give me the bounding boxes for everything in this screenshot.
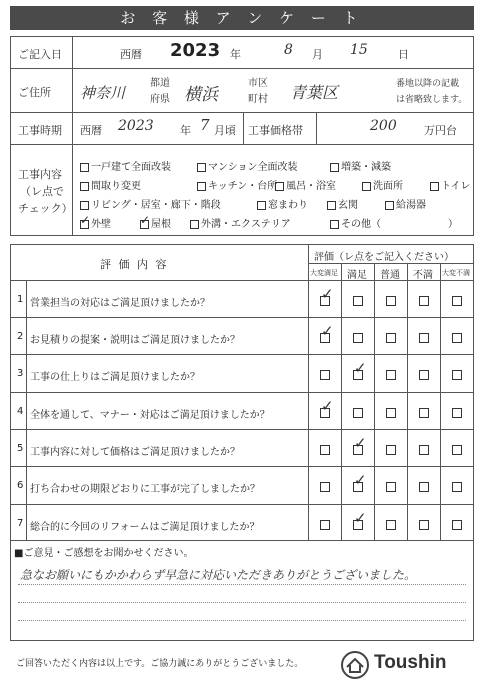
rating-checkbox[interactable] [419, 333, 429, 343]
work-option-label: 増築・減築 [341, 162, 391, 173]
price-unit: 万円台 [424, 124, 457, 137]
work-option-label: 間取り変更 [91, 181, 141, 192]
work-option-label: 外壁 [91, 219, 111, 230]
rating-checkbox[interactable] [386, 520, 396, 530]
work-option-15[interactable] [330, 215, 381, 230]
work-option-label: 洗面所 [373, 181, 403, 192]
prefecture-label-bottom: 府県 [150, 94, 170, 105]
work-option-16[interactable] [448, 215, 458, 230]
work-option-12[interactable] [80, 215, 111, 230]
checkbox-icon[interactable] [80, 163, 89, 172]
address-note-2: は省略致します。 [396, 95, 468, 105]
work-option-label: 風呂・浴室 [286, 181, 336, 192]
rating-checkbox[interactable] [386, 445, 396, 455]
address-label: ご住所 [18, 86, 51, 99]
work-option-label: 屋根 [151, 219, 171, 230]
work-option-2[interactable] [330, 158, 391, 173]
rating-checkbox[interactable] [386, 408, 396, 418]
level-satisfied: 満足 [347, 270, 367, 281]
work-option-label: 窓まわり [268, 200, 308, 211]
rating-checkbox[interactable] [320, 296, 330, 306]
period-year-unit: 年 [180, 124, 191, 137]
rating-checkbox[interactable] [419, 370, 429, 380]
question-number: 1 [17, 294, 24, 305]
work-option-label: その他（ [341, 219, 381, 230]
house-logo-icon [340, 650, 370, 680]
rating-checkbox[interactable] [452, 482, 462, 492]
rating-checkbox[interactable] [353, 370, 363, 380]
question-text: 全体を通して、マナー・対応はご満足頂けましたか？ [30, 410, 270, 421]
price-label: 工事価格帯 [248, 124, 303, 137]
rating-checkbox[interactable] [419, 482, 429, 492]
logo-text: Toushin [374, 652, 447, 673]
date-label: ご記入日 [18, 48, 62, 61]
rating-checkbox[interactable] [452, 296, 462, 306]
work-content-label-1: 工事内容 [18, 168, 62, 181]
checkbox-icon[interactable] [362, 182, 371, 191]
rating-checkbox[interactable] [419, 296, 429, 306]
work-option-0[interactable] [80, 158, 171, 173]
address-note-1: 番地以降の記載 [396, 79, 460, 89]
level-dissatisfied: 不満 [413, 270, 433, 281]
question-number: 4 [17, 406, 24, 417]
checkbox-icon[interactable] [197, 163, 206, 172]
rating-checkbox[interactable] [419, 445, 429, 455]
rating-checkbox[interactable] [320, 482, 330, 492]
footer-text: ご回答いただく内容は以上です。ご協力誠にありがとうございました。 [16, 659, 304, 669]
date-day-unit: 日 [398, 48, 409, 61]
question-text: 営業担当の対応はご満足頂けましたか？ [30, 298, 210, 309]
comments-label: ■ご意見・ご感想をお聞かせください。 [14, 548, 194, 559]
rating-checkbox[interactable] [320, 445, 330, 455]
work-option-label: 玄関 [338, 200, 358, 211]
work-option-7[interactable] [430, 177, 471, 192]
work-content-label-3: チェック） [18, 202, 73, 215]
question-number: 2 [17, 331, 24, 342]
eval-rating-header: 評価（レ点をご記入ください） [314, 252, 454, 263]
period-year-value: 2023 [118, 118, 154, 134]
rating-checkbox[interactable] [452, 445, 462, 455]
checkbox-icon[interactable] [80, 220, 89, 229]
checkbox-icon[interactable] [80, 182, 89, 191]
checkbox-icon[interactable] [330, 163, 339, 172]
level-very-satisfied: 大変満足 [310, 269, 338, 277]
rating-checkbox[interactable] [320, 370, 330, 380]
work-option-label: 給湯器 [396, 200, 426, 211]
comments-text: 急なお願いにもかかわらず早急に対応いただきありがとうございました。 [20, 568, 417, 582]
rating-checkbox[interactable] [353, 296, 363, 306]
eval-content-header: 評 価 内 容 [100, 258, 169, 271]
rating-checkbox[interactable] [386, 333, 396, 343]
level-neutral: 普通 [380, 270, 400, 281]
question-number: 7 [17, 518, 24, 529]
checkbox-icon[interactable] [327, 201, 336, 210]
rating-checkbox[interactable] [452, 370, 462, 380]
rating-checkbox[interactable] [353, 482, 363, 492]
date-era: 西暦 [120, 48, 142, 61]
checkbox-icon[interactable] [330, 220, 339, 229]
rating-checkbox[interactable] [419, 408, 429, 418]
period-label: 工事時期 [18, 124, 62, 137]
rating-checkbox[interactable] [419, 520, 429, 530]
checkbox-icon[interactable] [197, 182, 206, 191]
question-text: 総合的に今回のリフォームはご満足頂けましたか？ [30, 522, 260, 533]
rating-checkbox[interactable] [320, 333, 330, 343]
work-option-13[interactable] [140, 215, 171, 230]
rating-checkbox[interactable] [353, 333, 363, 343]
company-logo [340, 648, 480, 682]
rating-checkbox[interactable] [353, 445, 363, 455]
date-year-unit: 年 [230, 48, 241, 61]
question-text: 工事内容に対して価格はご満足頂けましたか？ [30, 447, 240, 458]
rating-checkbox[interactable] [353, 520, 363, 530]
question-text: お見積りの提案・説明はご満足頂けましたか？ [30, 335, 240, 346]
question-number: 3 [17, 368, 24, 379]
checkbox-icon[interactable] [190, 220, 199, 229]
survey-title: お 客 様 ア ン ケ ー ト [10, 6, 474, 30]
work-option-14[interactable] [190, 215, 291, 230]
question-text: 工事の仕上りはご満足頂けましたか？ [30, 372, 200, 383]
work-option-9[interactable] [257, 196, 308, 211]
work-option-11[interactable] [385, 196, 426, 211]
question-text: 打ち合わせの期限どおりに工事が完了しましたか？ [30, 484, 260, 495]
ward-value: 青葉区 [290, 83, 339, 102]
city-label-bottom: 町村 [248, 94, 268, 105]
prefecture-value: 神奈川 [80, 84, 126, 102]
work-content-label-2: （レ点で [20, 185, 64, 198]
date-month-value: 8 [284, 42, 293, 58]
price-value: 200 [370, 118, 397, 134]
work-option-label: ） [448, 219, 458, 230]
rating-checkbox[interactable] [386, 296, 396, 306]
work-option-4[interactable] [197, 177, 277, 192]
work-option-8[interactable] [80, 196, 221, 211]
period-month-unit: 月頃 [214, 124, 236, 137]
date-year: 2023 [170, 40, 221, 61]
work-option-6[interactable] [362, 177, 403, 192]
checkbox-icon[interactable] [140, 220, 149, 229]
rating-checkbox[interactable] [353, 408, 363, 418]
work-option-10[interactable] [327, 196, 358, 211]
work-option-label: 外溝・エクステリア [201, 219, 291, 230]
period-month-value: 7 [200, 116, 210, 134]
period-era: 西暦 [80, 124, 102, 137]
work-option-3[interactable] [80, 177, 141, 192]
question-number: 6 [17, 480, 24, 491]
rating-checkbox[interactable] [320, 408, 330, 418]
checkbox-icon[interactable] [275, 182, 284, 191]
work-option-5[interactable] [275, 177, 336, 192]
rating-checkbox[interactable] [386, 482, 396, 492]
level-very-dissatisfied: 大変不満 [442, 269, 470, 277]
work-option-label: マンション全面改装 [208, 162, 298, 173]
question-number: 5 [17, 443, 24, 454]
rating-checkbox[interactable] [320, 520, 330, 530]
checkbox-icon[interactable] [430, 182, 439, 191]
rating-checkbox[interactable] [452, 333, 462, 343]
work-option-label: 一戸建て全面改装 [91, 162, 171, 173]
date-day-value: 15 [350, 42, 368, 58]
checkbox-icon[interactable] [385, 201, 394, 210]
rating-checkbox[interactable] [452, 520, 462, 530]
rating-checkbox[interactable] [386, 370, 396, 380]
city-label-top: 市区 [248, 78, 268, 89]
checkbox-icon[interactable] [80, 201, 89, 210]
work-option-label: トイレ [441, 181, 471, 192]
work-option-label: リビング・居室・廊下・階段 [91, 200, 221, 211]
rating-checkbox[interactable] [452, 408, 462, 418]
date-month-unit: 月 [312, 48, 323, 61]
city-value: 横浜 [184, 85, 218, 105]
work-option-1[interactable] [197, 158, 298, 173]
checkbox-icon[interactable] [257, 201, 266, 210]
work-option-label: キッチン・台所 [208, 181, 278, 192]
prefecture-label-top: 都道 [150, 78, 170, 89]
